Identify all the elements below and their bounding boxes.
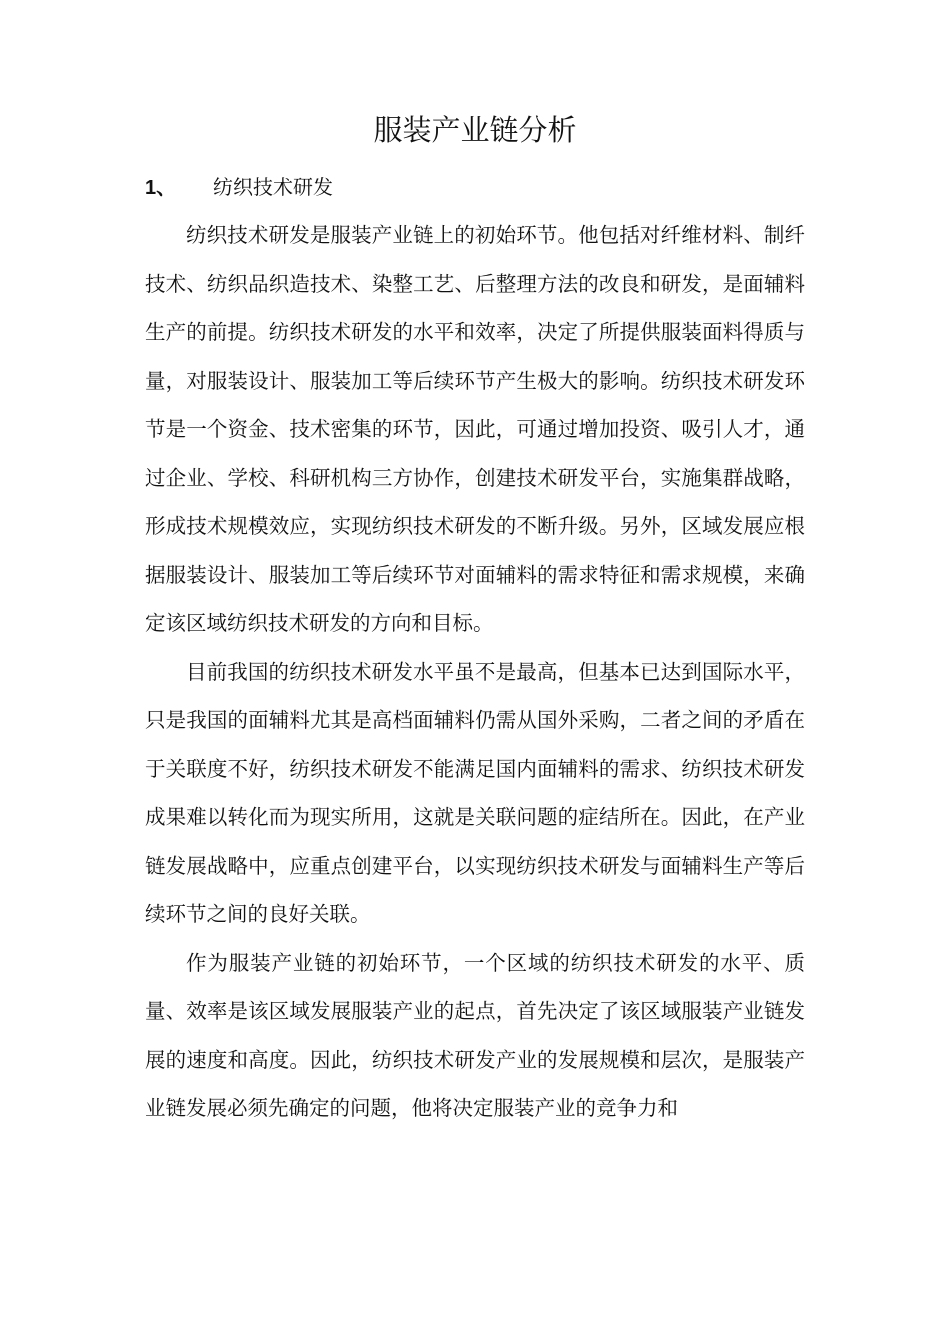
document-title: 服装产业链分析	[373, 113, 577, 147]
paragraph: 作为服装产业链的初始环节，一个区域的纺织技术研发的水平、质量、效率是该区域发展服装产业的起点，首先决定了该区域服装产业链发展的速度和高度。因此，纺织技术研发产业的发展规模和层次，是服装产业链发展必须先确定的问题，他将决定服装产业的竞争力和	[145, 950, 805, 1120]
paragraph: 纺织技术研发是服装产业链上的初始环节。他包括对纤维材料、制纤技术、纺织品织造技术、染整工艺、后整理方法的改良和研发，是面辅料生产的前提。纺织技术研发的水平和效率，决定了所提供服装面料得质与量，对服装设计、服装加工等后续环节产生极大的影响。纺织技术研发环节是一个资金、技术密集的环节，因此，可通过增加投资、吸引人才，通过企业、学校、科研机构三方协作，创建技术研发平台，实施集群战略，形成技术规模效应，实现纺织技术研发的不断升级。另外，区域发展应根据服装设计、服装加工等后续环节对面辅料的需求特征和需求规模，来确定该区域纺织技术研发的方向和目标。	[145, 223, 805, 635]
section-heading-text: 纺织技术研发	[213, 175, 333, 199]
paragraph: 目前我国的纺织技术研发水平虽不是最高，但基本已达到国际水平，只是我国的面辅料尤其是高档面辅料仍需从国外采购，二者之间的矛盾在于关联度不好，纺织技术研发不能满足国内面辅料的需求、纺织技术研发成果难以转化而为现实所用，这就是关联问题的症结所在。因此，在产业链发展战略中，应重点创建平台，以实现纺织技术研发与面辅料生产等后续环节之间的良好关联。	[145, 659, 805, 926]
section-number: 1、	[145, 177, 177, 199]
document-body	[145, 211, 805, 1133]
section-heading	[145, 167, 805, 208]
